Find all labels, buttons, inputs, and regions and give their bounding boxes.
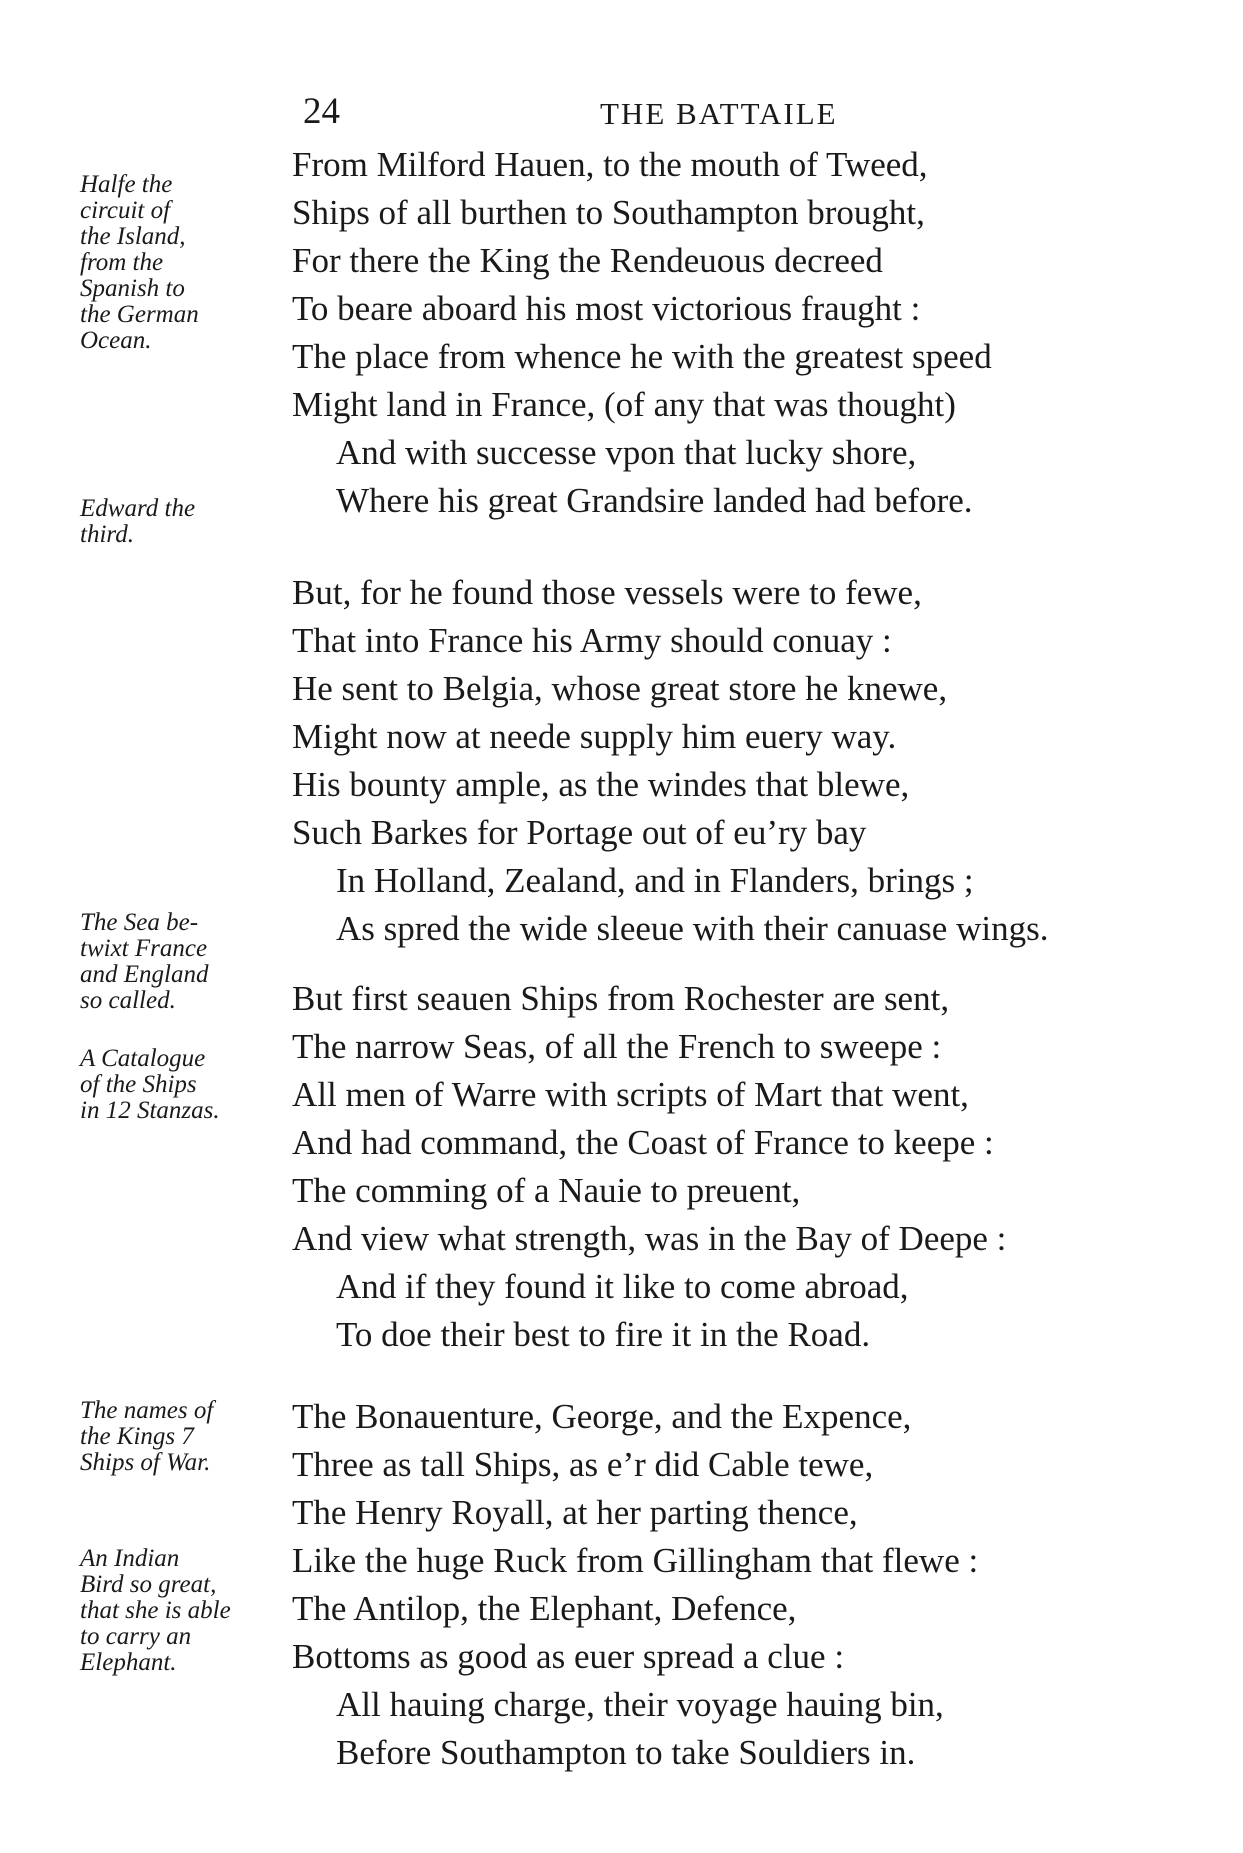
verse-line: Might now at neede supply him euery way. — [292, 717, 897, 756]
margin-note-line: so called. — [80, 987, 176, 1014]
verse-line: Like the huge Ruck from Gillingham that flewe : — [292, 1541, 979, 1580]
margin-note — [80, 1398, 213, 1476]
verse-line: The Bonauenture, George, and the Expence, — [292, 1397, 912, 1436]
running-title: THE BATTAILE — [600, 96, 838, 131]
margin-note-line: Bird so great, — [80, 1571, 217, 1598]
verse-line: All hauing charge, their voyage hauing bin, — [336, 1685, 944, 1724]
verse-line: Before Southampton to take Souldiers in. — [336, 1733, 916, 1772]
margin-note-line: Ocean. — [80, 327, 152, 354]
margin-note-line: The Sea be- — [80, 909, 199, 936]
verse-line: And had command, the Coast of France to keepe : — [292, 1123, 994, 1162]
verse-line: He sent to Belgia, whose great store he knewe, — [292, 669, 948, 708]
margin-note — [80, 910, 208, 1014]
verse-line: Three as tall Ships, as e’r did Cable tewe, — [292, 1445, 874, 1484]
verse-line: Such Barkes for Portage out of eu’ry bay — [292, 813, 867, 852]
margin-note-line: the German — [80, 301, 199, 328]
verse-line: That into France his Army should conuay : — [292, 621, 892, 660]
margin-note-line: The names of — [80, 1397, 214, 1424]
margin-note-line: Halfe the — [80, 171, 173, 198]
verse-line: The place from whence he with the greatest speed — [292, 337, 992, 376]
page-header — [0, 92, 1243, 142]
margin-note-line: in 12 Stanzas. — [80, 1097, 220, 1124]
margin-note-line: the Kings 7 — [80, 1423, 194, 1450]
verse-line: As spred the wide sleeue with their canuase wings. — [336, 909, 1049, 948]
verse-line: All men of Warre with scripts of Mart that went, — [292, 1075, 969, 1114]
verse-line: The Antilop, the Elephant, Defence, — [292, 1589, 797, 1628]
verse-line: Ships of all burthen to Southampton brought, — [292, 193, 925, 232]
margin-note — [80, 1046, 220, 1124]
verse-line: The Henry Royall, at her parting thence, — [292, 1493, 858, 1532]
verse-line: To beare aboard his most victorious fraught : — [292, 289, 921, 328]
verse-line: Might land in France, (of any that was thought) — [292, 385, 956, 424]
verse-line: But, for he found those vessels were to fewe, — [292, 573, 922, 612]
margin-note-line: Edward the — [80, 495, 196, 522]
verse-line: And view what strength, was in the Bay of Deepe : — [292, 1219, 1007, 1258]
margin-note-line: A Catalogue — [80, 1045, 206, 1072]
margin-note-line: twixt France — [80, 935, 208, 962]
margin-note-line: circuit of — [80, 197, 171, 224]
margin-note-line: Spanish to — [80, 275, 185, 302]
verse-line: Where his great Grandsire landed had before. — [336, 481, 973, 520]
margin-note-line: Ships of War. — [80, 1449, 211, 1476]
margin-note-line: the Island, — [80, 223, 186, 250]
verse-line: His bounty ample, as the windes that blewe, — [292, 765, 910, 804]
verse-line: In Holland, Zealand, and in Flanders, brings ; — [336, 861, 974, 900]
verse-line: And if they found it like to come abroad, — [336, 1267, 909, 1306]
verse-line: Bottoms as good as euer spread a clue : — [292, 1637, 845, 1676]
margin-note-line: Elephant. — [80, 1649, 177, 1676]
verse-line: To doe their best to fire it in the Road. — [336, 1315, 871, 1354]
verse-line: For there the King the Rendeuous decreed — [292, 241, 883, 280]
margin-note-line: from the — [80, 249, 164, 276]
margin-note — [80, 496, 195, 548]
margin-note-line: to carry an — [80, 1623, 192, 1650]
margin-note — [80, 1546, 231, 1676]
margin-note-line: of the Ships — [80, 1071, 197, 1098]
margin-note-line: third. — [80, 521, 134, 548]
verse-line: But first seauen Ships from Rochester are sent, — [292, 979, 950, 1018]
page-number: 24 — [303, 91, 340, 132]
verse-line: And with successe vpon that lucky shore, — [336, 433, 917, 472]
margin-note-line: An Indian — [80, 1545, 180, 1572]
verse-line: From Milford Hauen, to the mouth of Tweed, — [292, 145, 928, 184]
margin-note-line: that she is able — [80, 1597, 231, 1624]
margin-note — [80, 172, 199, 354]
verse-line: The narrow Seas, of all the French to sweepe : — [292, 1027, 942, 1066]
margin-note-line: and England — [80, 961, 209, 988]
verse-line: The comming of a Nauie to preuent, — [292, 1171, 801, 1210]
